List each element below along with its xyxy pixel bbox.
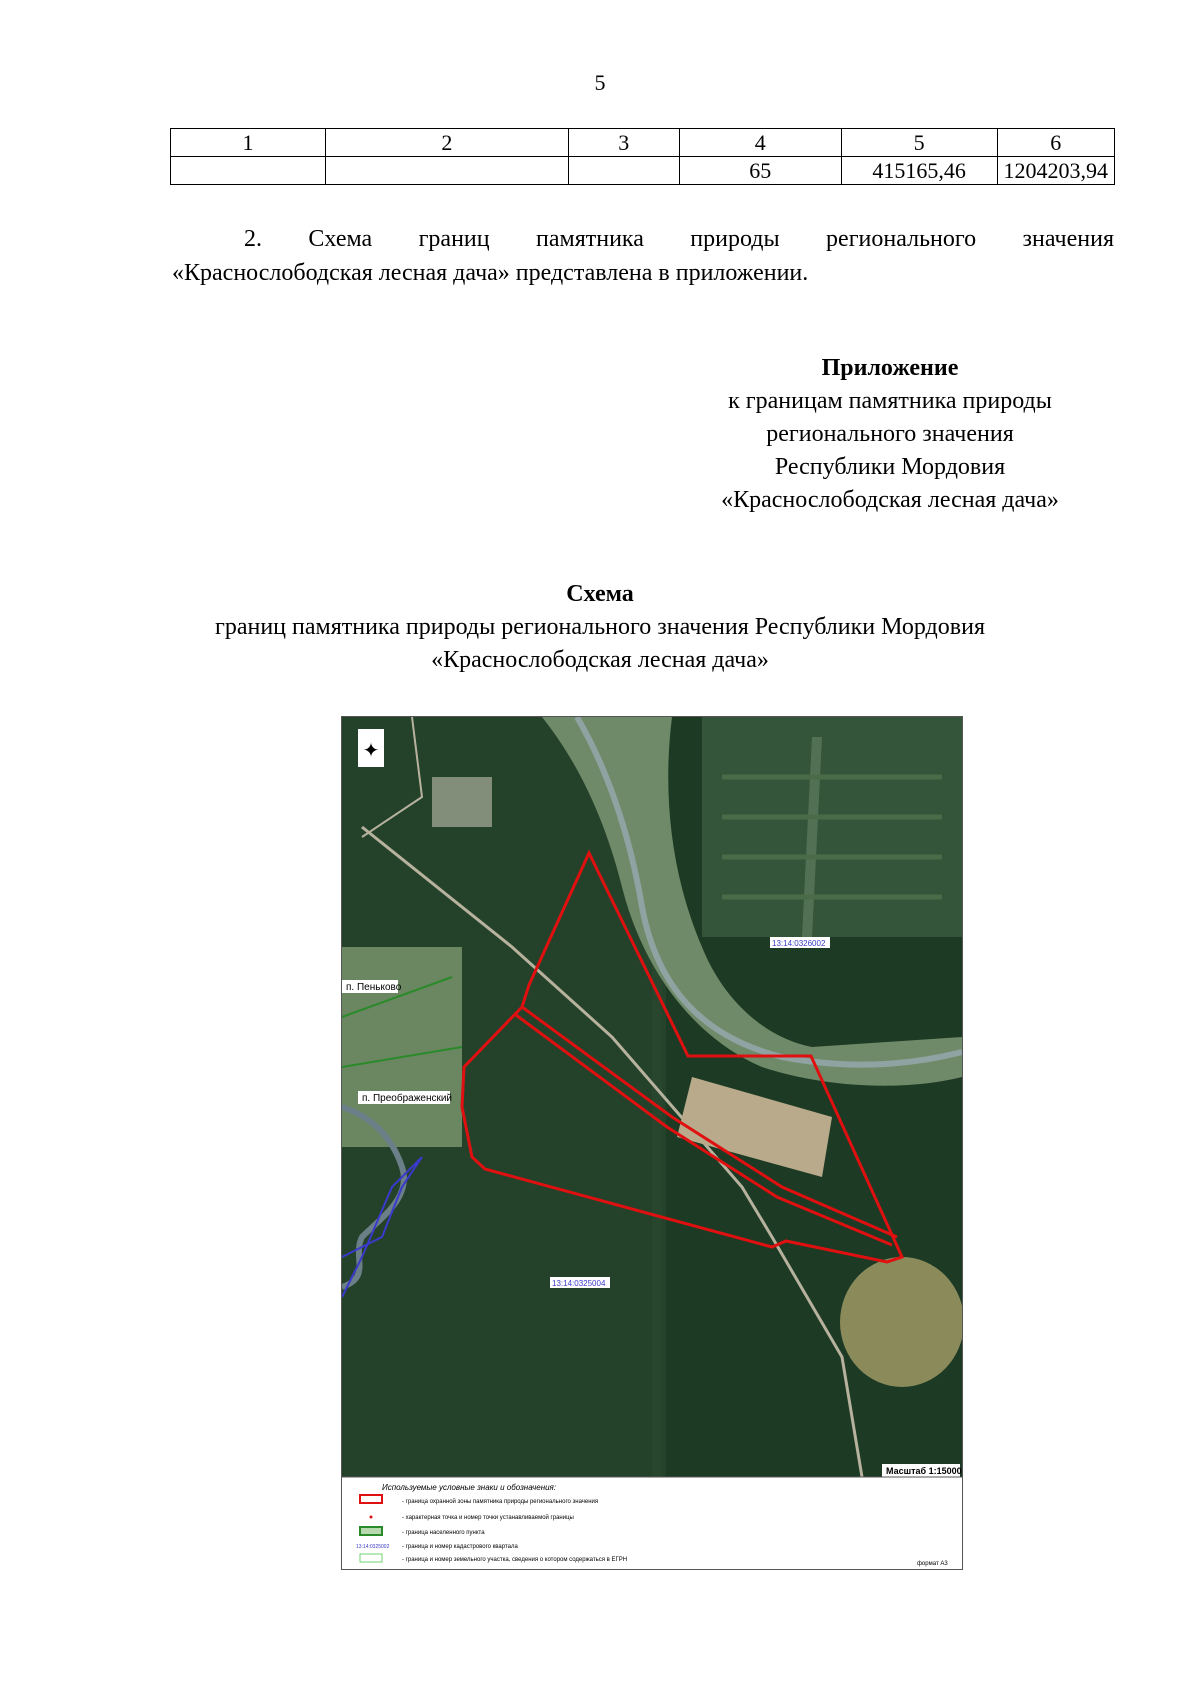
legend-item: - граница и номер земельного участка, сведения о котором содержаться в ЕГРН [402,1557,628,1563]
legend-swatch-parcel [360,1554,382,1562]
boundary-map [341,716,963,1570]
table-cell: 4 [679,129,841,157]
table-cell [568,157,679,185]
table-cell: 3 [568,129,679,157]
appendix-line: регионального значения [766,421,1014,447]
table-cell [171,157,326,185]
table-cell: 2 [325,129,568,157]
buildings-area [432,777,492,827]
appendix-block [660,352,1120,517]
table-cell: 1 [171,129,326,157]
quarter-label: 13:14:0326002 [772,939,826,948]
scheme-title: Схема [566,581,634,607]
legend-item: - граница населенного пункта [402,1530,485,1536]
legend-swatch-boundary [360,1495,382,1503]
place-label-preobrazhensky: п. Преображенский [362,1093,453,1104]
appendix-line: Республики Мордовия [774,454,1006,480]
legend-item: - граница охранной зоны памятника природы регионального значения [402,1499,599,1505]
round-field [840,1257,962,1387]
legend-swatch-point [370,1516,373,1519]
scheme-line: границ памятника природы регионального значения Республики Мордовия [215,614,985,640]
paragraph-line: «Краснослободская лесная дача» представлена в приложении. [172,260,809,286]
legend-title: Используемые условные знаки и обозначения: [382,1483,557,1492]
appendix-line: «Краснослободская лесная дача» [721,487,1059,513]
compass-icon: ✦ [362,740,380,762]
table-cell: 1204203,94 [997,157,1115,185]
table-header-row [171,129,1115,157]
scheme-heading [150,578,1050,677]
appendix-line: к границам памятника природы [728,388,1052,414]
paragraph-line: 2. Схема границ памятника природы регионального значения [244,226,1114,252]
table-cell [325,157,568,185]
table-cell: 415165,46 [841,157,997,185]
table-cell: 65 [679,157,841,185]
table-row [171,157,1115,185]
appendix-title: Приложение [821,355,959,381]
map-scale: Масштаб 1:15000 [886,1466,962,1476]
body-paragraph [172,222,1114,290]
quarter-label: 13:14:0325004 [552,1279,606,1288]
map-format: формат А3 [917,1561,948,1567]
place-label-penkovo: п. Пеньково [346,982,402,993]
coordinates-table [170,128,1115,185]
table-cell: 6 [997,129,1115,157]
map-svg [342,717,962,1569]
table-cell: 5 [841,129,997,157]
field-area [702,717,962,937]
legend-item: - граница и номер кадастрового квартала [402,1544,518,1550]
legend-item: - характерная точка и номер точки устанавливаемой границы [402,1515,574,1521]
legend-swatch-quarter: 13:14:0325002 [356,1544,390,1550]
legend-swatch-settlement [360,1527,382,1535]
scheme-line: «Краснослободская лесная дача» [431,647,769,673]
page-number: 5 [594,70,606,95]
